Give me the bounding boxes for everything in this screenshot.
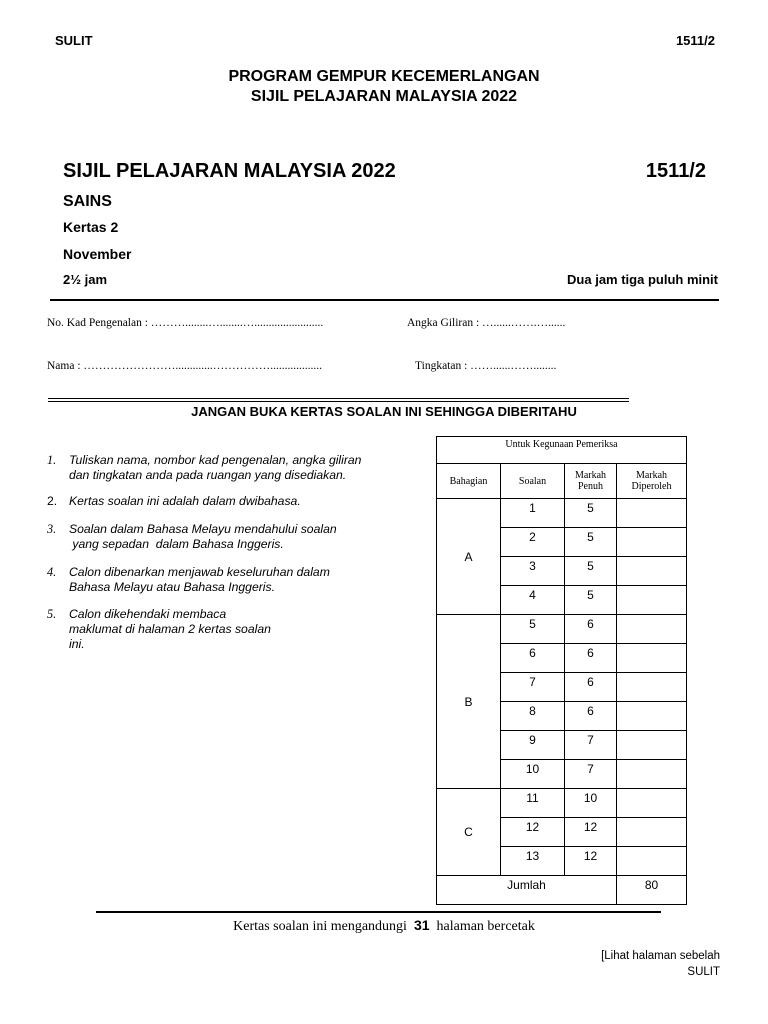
ic-number-field[interactable]: No. Kad Pengenalan : ………........…........…........................ <box>47 317 324 329</box>
obtained-marks-cell[interactable] <box>617 615 687 644</box>
instruction-text: Calon dikehendaki membaca maklumat di halaman 2 kertas soalan ini. <box>69 607 271 651</box>
question-number: 12 <box>501 818 565 847</box>
marks-table-caption: Untuk Kegunaan Pemeriksa <box>437 437 687 464</box>
warning-text: JANGAN BUKA KERTAS SOALAN INI SEHINGGA DIBERITAHU <box>191 404 577 419</box>
instruction-4 <box>47 565 330 595</box>
angka-giliran-field[interactable]: Angka Giliran : …......…….…...... <box>407 317 566 329</box>
page-count-prefix: Kertas soalan ini mengandungi <box>233 919 407 934</box>
full-marks: 5 <box>565 499 617 528</box>
full-marks: 7 <box>565 731 617 760</box>
question-number: 1 <box>501 499 565 528</box>
instruction-text: Calon dibenarkan menjawab keseluruhan dalam Bahasa Melayu atau Bahasa Inggeris. <box>69 565 330 594</box>
footer-sulit: SULIT <box>687 966 720 978</box>
obtained-marks-cell[interactable] <box>617 731 687 760</box>
page-count-suffix: halaman bercetak <box>436 919 535 934</box>
section-label: A <box>437 499 501 615</box>
exam-code: 1511/2 <box>645 160 706 182</box>
full-marks: 12 <box>565 818 617 847</box>
instruction-number: 1. <box>47 453 57 467</box>
full-marks: 7 <box>565 760 617 789</box>
exam-duration-words: Dua jam tiga puluh minit <box>567 272 718 287</box>
instruction-number: 4. <box>47 565 57 579</box>
full-marks: 5 <box>565 586 617 615</box>
instruction-5 <box>47 607 271 652</box>
full-marks: 6 <box>565 644 617 673</box>
marks-table-body <box>437 499 687 876</box>
obtained-marks-cell[interactable] <box>617 673 687 702</box>
marks-row <box>437 789 687 818</box>
obtained-marks-cell[interactable] <box>617 702 687 731</box>
instruction-1 <box>47 453 361 483</box>
marks-row <box>437 499 687 528</box>
section-label: B <box>437 615 501 789</box>
header-divider <box>50 299 719 301</box>
col-header-markah-diperoleh: Markah Diperoleh <box>617 464 687 499</box>
page-count-number: 31 <box>413 917 430 933</box>
question-number: 9 <box>501 731 565 760</box>
full-marks: 5 <box>565 528 617 557</box>
next-page-note: [Lihat halaman sebelah <box>601 950 720 962</box>
obtained-marks-cell[interactable] <box>617 586 687 615</box>
question-number: 5 <box>501 615 565 644</box>
program-subtitle: SIJIL PELAJARAN MALAYSIA 2022 <box>250 88 518 105</box>
obtained-marks-cell[interactable] <box>617 528 687 557</box>
obtained-marks-cell[interactable] <box>617 789 687 818</box>
col-header-soalan: Soalan <box>501 464 565 499</box>
page-count-note <box>0 917 768 935</box>
full-marks: 6 <box>565 615 617 644</box>
col-header-bahagian: Bahagian <box>437 464 501 499</box>
question-number: 7 <box>501 673 565 702</box>
marks-row <box>437 615 687 644</box>
instruction-2 <box>47 494 301 509</box>
exam-month: November <box>63 246 132 262</box>
full-marks: 5 <box>565 557 617 586</box>
obtained-marks-cell[interactable] <box>617 644 687 673</box>
question-number: 11 <box>501 789 565 818</box>
obtained-marks-cell[interactable] <box>617 499 687 528</box>
exam-title: SIJIL PELAJARAN MALAYSIA 2022 <box>63 160 396 182</box>
tingkatan-field[interactable]: Tingkatan : ……......……........ <box>415 360 557 372</box>
instruction-number: 3. <box>47 522 57 536</box>
col-header-markah-penuh: Markah Penuh <box>565 464 617 499</box>
header-sulit: SULIT <box>55 33 93 48</box>
full-marks: 12 <box>565 847 617 876</box>
total-label: Jumlah <box>437 876 617 905</box>
examiner-marks-table <box>436 436 687 905</box>
question-number: 2 <box>501 528 565 557</box>
footer-divider <box>96 911 661 913</box>
full-marks: 6 <box>565 702 617 731</box>
question-number: 3 <box>501 557 565 586</box>
obtained-marks-cell[interactable] <box>617 760 687 789</box>
question-number: 10 <box>501 760 565 789</box>
full-marks: 6 <box>565 673 617 702</box>
exam-paper: Kertas 2 <box>63 219 119 235</box>
instruction-text: Soalan dalam Bahasa Melayu mendahului soalan yang sepadan dalam Bahasa Inggeris. <box>69 522 337 551</box>
exam-subject: SAINS <box>63 193 112 210</box>
obtained-marks-cell[interactable] <box>617 847 687 876</box>
instruction-text: Kertas soalan ini adalah dalam dwibahasa. <box>69 494 301 508</box>
instruction-text: Tuliskan nama, nombor kad pengenalan, angka giliran dan tingkatan anda pada ruangan yang disediakan. <box>69 453 362 482</box>
full-marks: 10 <box>565 789 617 818</box>
obtained-marks-cell[interactable] <box>617 818 687 847</box>
question-number: 4 <box>501 586 565 615</box>
exam-duration: 2½ jam <box>63 272 108 287</box>
section-label: C <box>437 789 501 876</box>
name-field[interactable]: Nama : …………………….............…………….................. <box>47 360 323 372</box>
question-number: 13 <box>501 847 565 876</box>
obtained-marks-cell[interactable] <box>617 557 687 586</box>
header-code: 1511/2 <box>675 33 715 48</box>
question-number: 6 <box>501 644 565 673</box>
question-number: 8 <box>501 702 565 731</box>
instruction-3 <box>47 522 337 552</box>
instruction-number: 5. <box>47 607 57 621</box>
total-value: 80 <box>617 876 687 905</box>
instruction-number: 2. <box>47 494 58 508</box>
program-title: PROGRAM GEMPUR KECEMERLANGAN <box>228 68 540 85</box>
warning-divider <box>48 398 629 402</box>
